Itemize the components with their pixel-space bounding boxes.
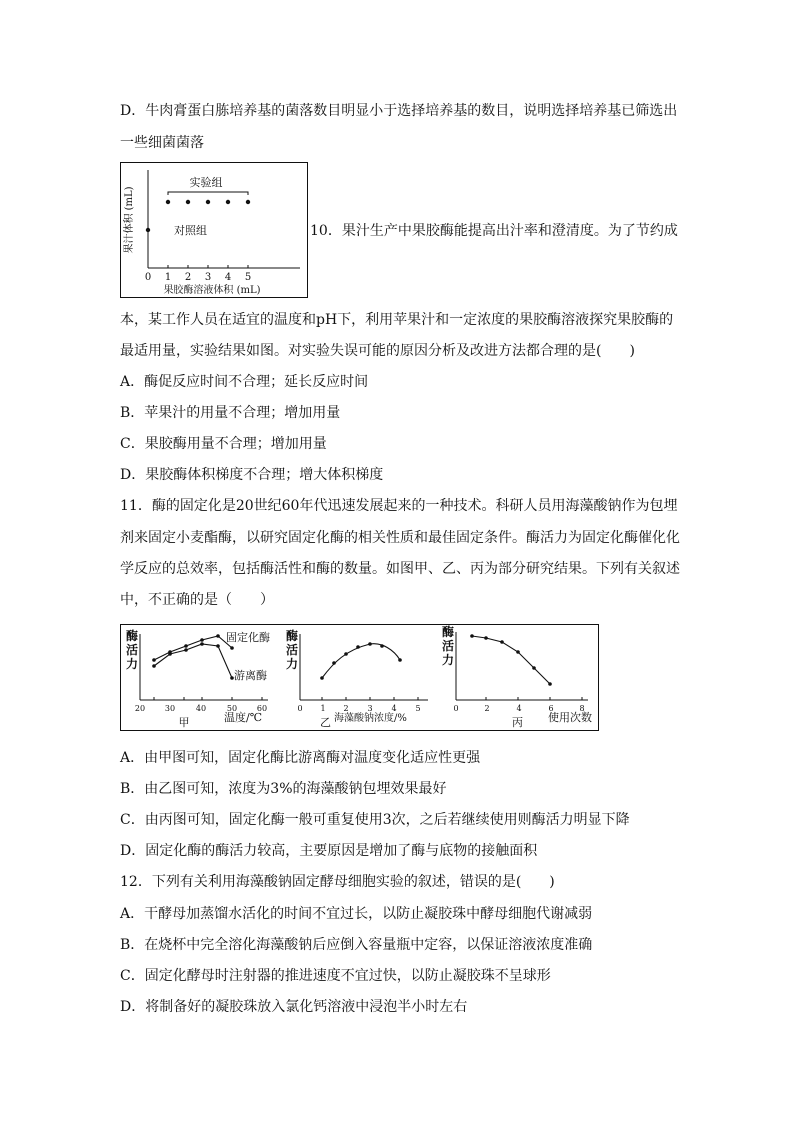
q12-option-c: C．固定化酵母时注射器的推进速度不宜过快，以防止凝胶珠不呈球形: [120, 968, 551, 984]
q11-figure: [120, 624, 600, 732]
q10-option-a: A．酶促反应时间不合理；延长反应时间: [120, 374, 369, 390]
q12-stem: 12．下列有关利用海藻酸钠固定酵母细胞实验的叙述，错误的是( ): [120, 874, 555, 890]
q11-stem-line1: 11．酶的固定化是20世纪60年代迅速发展起来的一种技术。科研人员用海藻酸钠作为包埋: [120, 498, 678, 514]
q12-option-a: A．干酵母加蒸馏水活化的时间不宜过长，以防止凝胶珠中酵母细胞代谢减弱: [120, 906, 593, 922]
q10-ylabel: 果汁体积 (mL): [124, 186, 135, 254]
q11-stem-line2: 剂来固定小麦酯酶，以研究固定化酶的相关性质和最佳固定条件。酶活力为固定化酶催化化: [120, 530, 680, 546]
q11-bing-xtick-2: 2: [484, 704, 490, 713]
q11-bing-xtick-8: 8: [579, 704, 585, 713]
q10-figure: [120, 162, 308, 298]
q11-option-c: C．由丙图可知，固定化酶一般可重复使用3次，之后若继续使用则酶活力明显下降: [120, 812, 630, 828]
q10-stem-line1: 10．果汁生产中果胶酶能提高出汁率和澄清度。为了节约成: [310, 223, 678, 239]
q11-stem-line3: 学反应的总效率，包括酶活性和酶的数量。如图甲、乙、丙为部分研究结果。下列有关叙述: [120, 561, 680, 577]
q11-chart: [120, 624, 600, 732]
q11-yi-xtick-0: 0: [297, 704, 303, 713]
q11-yi-curve: [322, 644, 400, 678]
q10-xtick-1: 1: [164, 272, 172, 283]
q11-jia-label-free: 游离酶: [234, 669, 267, 682]
q11-yi-xlabel: 海藻酸钠浓度/%: [334, 713, 407, 724]
q11-jia-ylabel-3: 力: [126, 657, 139, 671]
q11-jia-xlabel: 温度/℃: [224, 711, 263, 724]
q10-point-3: [206, 200, 210, 204]
q11-bing-xlabel: 使用次数: [548, 711, 592, 724]
q10-xtick-2: 2: [184, 272, 192, 283]
q11-bing-ylabel-3: 力: [442, 653, 455, 667]
q10-label-ctrl: 对照组: [174, 224, 207, 237]
q11-jia-xtick-30: 30: [164, 704, 176, 713]
q10-xtick-5: 5: [244, 272, 252, 283]
q10-option-d: D．果胶酶体积梯度不合理；增大体积梯度: [120, 467, 384, 483]
q11-jia-line-fixed: [154, 636, 232, 660]
q12-option-b: B．在烧杯中完全溶化海藻酸钠后应倒入容量瓶中定容，以保证溶液浓度准确: [120, 937, 593, 953]
q10-point-4: [226, 200, 230, 204]
q10-stem-line3: 最适用量，实验结果如图。对实验失误可能的原因分析及改进方法都合理的是( ): [120, 343, 635, 359]
q11-jia-line-free: [154, 644, 232, 678]
q11-yi-chart: [286, 628, 428, 729]
q10-point-5: [246, 200, 250, 204]
q11-bing-line: [472, 636, 550, 684]
q10-point-2: [186, 200, 190, 204]
q11-yi-xtick-1: 1: [320, 704, 326, 713]
q11-jia-xtick-20: 20: [134, 704, 146, 713]
q11-bing-ylabel-1: 酶: [442, 625, 455, 639]
q10-option-c: C．果胶酶用量不合理；增加用量: [120, 436, 327, 452]
q10-xtick-3: 3: [204, 272, 212, 283]
q10-xtick-0: 0: [144, 272, 152, 283]
q11-bing-xtick-4: 4: [516, 704, 522, 713]
q11-jia-xtick-40: 40: [195, 704, 207, 713]
q11-yi-ylabel-2: 活: [286, 643, 299, 657]
q10-label-exp: 实验组: [189, 176, 223, 189]
q10-xlabel: 果胶酶溶液体积 (mL): [163, 285, 261, 296]
q11-yi-ylabel-3: 力: [286, 657, 299, 671]
q11-option-d: D．固定化酶的酶活力较高，主要原因是增加了酶与底物的接触面积: [120, 843, 538, 859]
q12-option-d: D．将制备好的凝胶珠放入氯化钙溶液中浸泡半小时左右: [120, 999, 468, 1015]
q9-option-d-line1: D．牛肉膏蛋白胨培养基的菌落数目明显小于选择培养基的数目，说明选择培养基已筛选出: [120, 103, 678, 119]
q11-yi-xtick-4: 4: [391, 704, 397, 713]
q11-jia-xtick-50: 50: [226, 704, 238, 713]
q11-bing-ylabel-2: 活: [442, 639, 455, 653]
q11-jia-chart: [126, 628, 270, 729]
q10-option-b: B．苹果汁的用量不合理；增加用量: [120, 405, 341, 421]
q10-point-1: [166, 200, 170, 204]
q10-stem-line2: 本，某工作人员在适宜的温度和pH下，利用苹果汁和一定浓度的果胶酶溶液探究果胶酶的: [120, 312, 674, 328]
q11-bing-name: 丙: [512, 716, 523, 729]
q11-stem-line4: 中，不正确的是（ ）: [120, 592, 274, 608]
q11-option-b: B．由乙图可知，浓度为3%的海藻酸钠包埋效果最好: [120, 781, 447, 797]
q11-bing-xtick-0: 0: [453, 704, 459, 713]
q11-jia-name: 甲: [178, 716, 190, 729]
q10-point-control: [146, 228, 150, 232]
q11-jia-xtick-60: 60: [256, 704, 268, 713]
q11-jia-ylabel-2: 活: [126, 643, 139, 657]
q11-jia-label-fixed: 固定化酶: [226, 631, 270, 644]
q11-yi-xtick-5: 5: [415, 704, 421, 713]
q11-jia-ylabel-1: 酶: [126, 629, 139, 643]
q11-yi-ylabel-1: 酶: [286, 629, 299, 643]
q11-bing-chart: [442, 624, 592, 729]
q9-option-d-line2: 一些细菌菌落: [120, 135, 204, 151]
q11-bing-xtick-6: 6: [548, 704, 554, 713]
q11-yi-xtick-2: 2: [343, 704, 349, 713]
q10-bracket: [168, 192, 248, 195]
q10-xtick-4: 4: [224, 272, 232, 283]
q11-yi-xtick-3: 3: [367, 704, 373, 713]
q10-chart: [120, 162, 308, 298]
q11-yi-name: 乙: [320, 716, 331, 729]
q11-option-a: A．由甲图可知，固定化酶比游离酶对温度变化适应性更强: [120, 750, 481, 766]
